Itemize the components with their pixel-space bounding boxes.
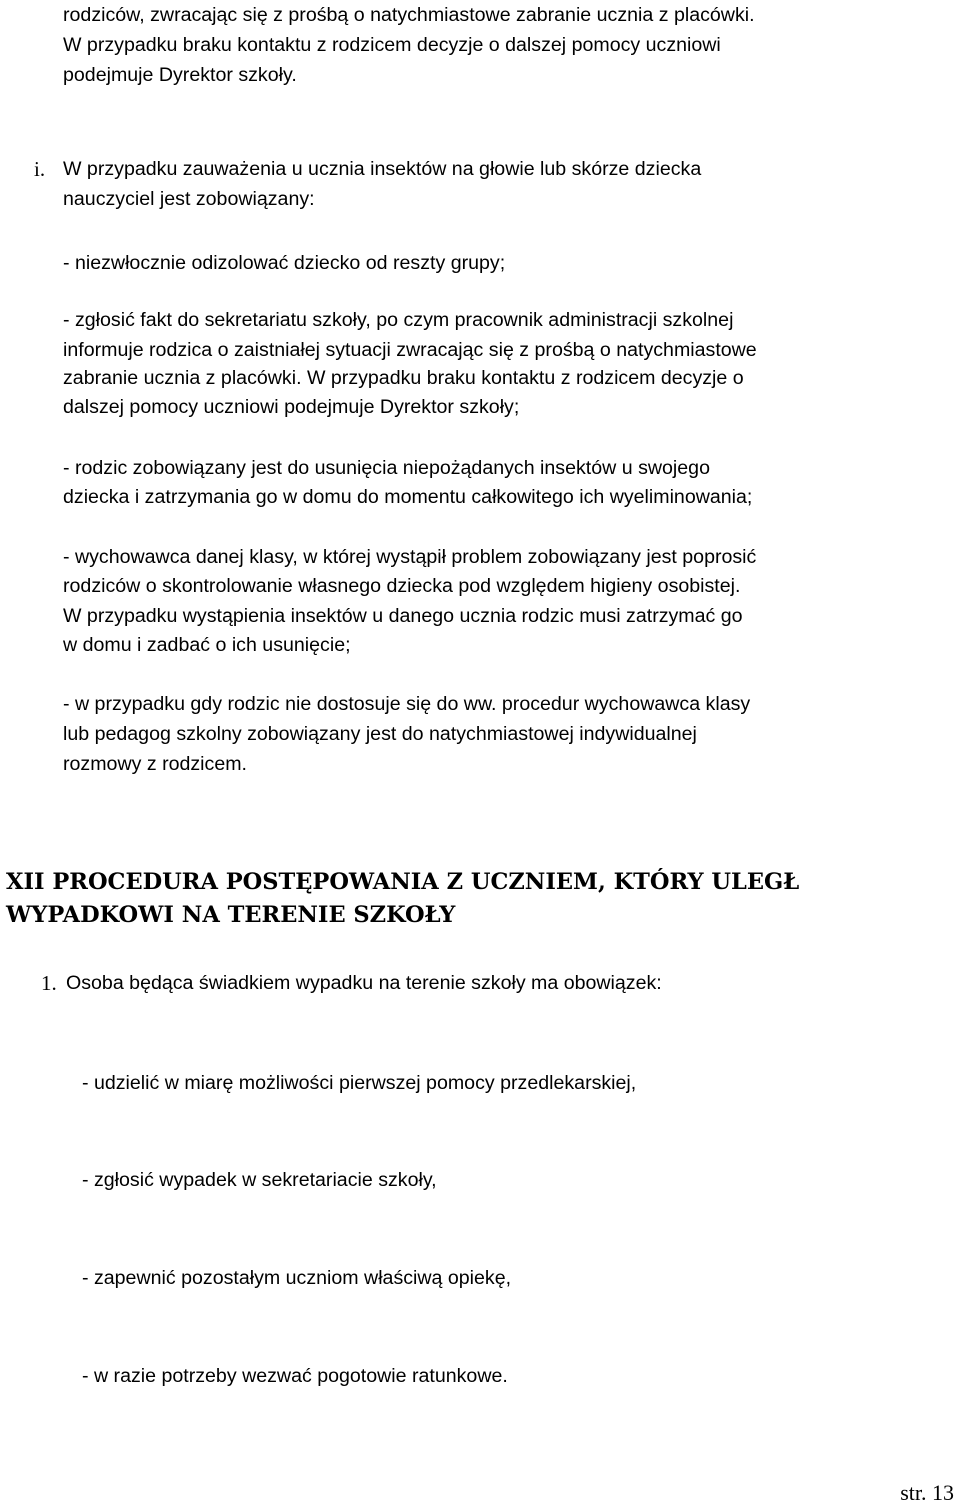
item-i-marker: i. [34, 157, 46, 181]
section-heading-line-2: WYPADKOWI NA TERENIE SZKOŁY [6, 902, 456, 928]
bullet-2-line-2: informuje rodzica o zaistniałej sytuacji zwracając się z prośbą o natychmiastowe [63, 339, 757, 361]
numbered-item-1-text: Osoba będąca świadkiem wypadku na terenie szkoły ma obowiązek: [66, 972, 662, 994]
item-i-line-2: nauczyciel jest zobowiązany: [63, 188, 315, 210]
section-heading-line-1: XII PROCEDURA POSTĘPOWANIA Z UCZNIEM, KTÓRY ULEGŁ [6, 869, 800, 895]
item-i-line-1: W przypadku zauważenia u ucznia insektów na głowie lub skórze dziecka [63, 158, 702, 180]
bullet-2-line-4: dalszej pomocy uczniowi podejmuje Dyrektor szkoły; [63, 396, 520, 418]
bullet-3-line-1: - rodzic zobowiązany jest do usunięcia niepożądanych insektów u swojego [63, 457, 710, 479]
bullet-2-line-1: - zgłosić fakt do sekretariatu szkoły, po czym pracownik administracji szkolnej [63, 309, 734, 331]
bullet-1-line-1: - niezwłocznie odizolować dziecko od reszty grupy; [63, 252, 506, 274]
top-paragraph-line-1: rodziców, zwracając się z prośbą o natychmiastowe zabranie ucznia z placówki. [63, 4, 755, 26]
bullet-4-line-1: - wychowawca danej klasy, w której wystąpił problem zobowiązany jest poprosić [63, 546, 757, 568]
bullet-4-line-2: rodziców o skontrolowanie własnego dziecka pod względem higieny osobistej. [63, 575, 741, 597]
bullet-5-line-3: rozmowy z rodzicem. [63, 753, 247, 775]
page-number: str. 13 [900, 1480, 954, 1505]
bullet-5-line-1: - w przypadku gdy rodzic nie dostosuje się do ww. procedur wychowawca klasy [63, 693, 751, 715]
duty-item-2: - zgłosić wypadek w sekretariacie szkoły, [82, 1169, 437, 1191]
bullet-4-line-3: W przypadku wystąpienia insektów u danego ucznia rodzic musi zatrzymać go [63, 605, 743, 627]
top-paragraph-line-3: podejmuje Dyrektor szkoły. [63, 64, 297, 86]
duty-item-1: - udzielić w miarę możliwości pierwszej pomocy przedlekarskiej, [82, 1072, 637, 1094]
bullet-4-line-4: w domu i zadbać o ich usunięcie; [63, 634, 351, 656]
bullet-5-line-2: lub pedagog szkolny zobowiązany jest do natychmiastowej indywidualnej [63, 723, 697, 745]
bullet-2-line-3: zabranie ucznia z placówki. W przypadku braku kontaktu z rodzicem decyzje o [63, 367, 744, 389]
numbered-item-1-marker: 1. [41, 971, 57, 995]
top-paragraph-line-2: W przypadku braku kontaktu z rodzicem decyzje o dalszej pomocy uczniowi [63, 34, 721, 56]
bullet-3-line-2: dziecka i zatrzymania go w domu do momentu całkowitego ich wyeliminowania; [63, 486, 753, 508]
duty-item-3: - zapewnić pozostałym uczniom właściwą opiekę, [82, 1267, 512, 1289]
duty-item-4: - w razie potrzeby wezwać pogotowie ratunkowe. [82, 1365, 508, 1387]
